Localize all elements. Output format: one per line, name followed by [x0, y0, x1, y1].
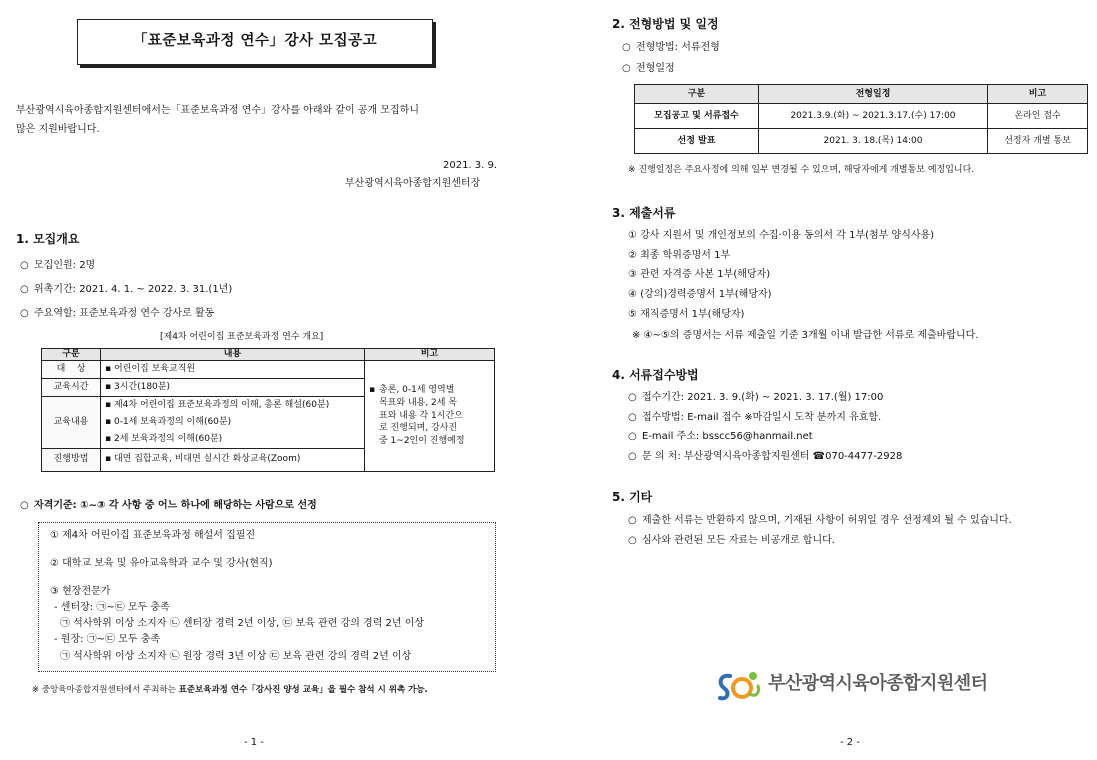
table-row: 교육내용 ▪ 제4차 어린이집 표준보육과정의 이해, 총론 해설(60분) ▪ 0-1세 보육과정의 이해(60분) ▪ 2세 보육과정의 이해(60분) [42, 396, 495, 448]
criteria-title: ○ 자격기준: ①~③ 각 사항 중 어느 하나에 해당하는 사람으로 선정 [20, 500, 317, 511]
schedule-note: ※ 진행일정은 주요사정에 의해 일부 변경될 수 있으며, 해당자에게 개별통보 예정입니다. [628, 165, 975, 175]
table-row: 진행방법 ▪ 대면 집합교육, 비대면 실시간 화상교육(Zoom) [42, 448, 495, 471]
center-logo-text: 부산광역시육아종합지원센터 [768, 673, 988, 694]
criteria-sub: - 원장: ㉠~㉢ 모두 충족 [54, 634, 161, 645]
criteria-sub: - 센터장: ㉠~㉢ 모두 충족 [54, 602, 170, 613]
section-1-title: 1. 모집개요 [16, 232, 80, 246]
criteria-item: ① 제4차 어린이집 표준보육과정 해설서 집필진 [50, 530, 256, 541]
intro-line-1: 부산광역시육아종합지원센터에서는「표준보육과정 연수」강사를 아래와 같이 공개 모집하니 [16, 105, 419, 116]
criteria-detail: ㉠ 석사학위 이상 소지자 ㉡ 센터장 경력 2년 이상, ㉢ 보육 관련 강의 경력 2년 이상 [60, 618, 425, 629]
overview-table [41, 348, 495, 472]
table-caption: [제4차 어린이집 표준보육과정 연수 개요] [160, 332, 324, 342]
table-header: 전형일정 [759, 85, 988, 104]
table-header: 비고 [365, 349, 495, 361]
section-5-title: 5. 기타 [612, 490, 653, 504]
circle-bullet-icon: ○ [628, 535, 637, 546]
table-row: 교육시간 ▪ 3시간(180분) [42, 378, 495, 396]
circle-bullet-icon: ○ [628, 451, 637, 462]
sec4-item: ○ 접수방법: E-mail 접수 ※마감일시 도착 분까지 유효함. [628, 412, 882, 423]
table-header: 비고 [988, 85, 1088, 104]
sec5-item: ○ 제출한 서류는 반환하지 않으며, 기재된 사항이 허위일 경우 선정제외 될 수 있습니다. [628, 515, 1012, 526]
notice-title-text: 「표준보육과정 연수」강사 모집공고 [132, 33, 378, 50]
sec4-item: ○ E-mail 주소: bsscc56@hanmail.net [628, 431, 813, 442]
table-cell-item: ▪ 대면 집합교육, 비대면 실시간 화상교육(Zoom) [105, 454, 301, 465]
table-header: 구분 [635, 85, 759, 104]
circle-bullet-icon: ○ [628, 412, 637, 423]
notice-org: 부산광역시육아종합지원센터장 [345, 178, 481, 189]
sec1-item: ○ 주요역할: 표준보육과정 연수 강사로 활동 [20, 308, 215, 319]
table-row: 선정 발표 2021. 3. 18.(목) 14:00 선정자 개별 통보 [635, 129, 1088, 154]
table-cell-item: ▪ 2세 보육과정의 이해(60분) [105, 433, 223, 444]
circle-bullet-icon: ○ [20, 260, 29, 271]
left-footnote: ※ 중앙육아종합지원센터에서 주최하는 표준보육과정 연수「강사진 양성 교육」을 필수 참석 시 위촉 가능. [32, 685, 428, 695]
circle-bullet-icon: ○ [20, 308, 29, 319]
circle-bullet-icon: ○ [20, 284, 29, 295]
table-header: 구분 [42, 349, 101, 361]
sec3-item: ② 최종 학위증명서 1부 [628, 250, 731, 261]
center-logo-icon [716, 668, 764, 704]
criteria-item: ③ 현장전문가 [50, 586, 111, 597]
sec5-item: ○ 심사와 관련된 모든 자료는 비공개로 합니다. [628, 535, 835, 546]
circle-bullet-icon: ○ [628, 515, 637, 526]
circle-bullet-icon: ○ [622, 63, 631, 74]
section-2-title: 2. 전형방법 및 일정 [612, 17, 719, 31]
section-4-title: 4. 서류접수방법 [612, 368, 699, 382]
page-number: - 2 - [840, 737, 860, 748]
sec2-item: ○ 전형방법: 서류전형 [622, 42, 720, 53]
sec4-item: ○ 접수기간: 2021. 3. 9.(화) ~ 2021. 3. 17.(월) 17:00 [628, 392, 884, 403]
intro-line-2: 많은 지원바랍니다. [16, 124, 100, 135]
table-cell-item: ▪ 제4차 어린이집 표준보육과정의 이해, 총론 해설(60분) [105, 399, 330, 410]
criteria-detail: ㉠ 석사학위 이상 소지자 ㉡ 원장 경력 3년 이상 ㉢ 보육 관련 강의 경력 2년 이상 [60, 651, 412, 662]
table-note-cell: ▪ 총론, 0-1세 영역별 목표와 내용, 2세 목표와 내용 각 1시간으로 진행되며, 강사진 중 1~2인이 진행예정 [365, 360, 495, 471]
sec3-item: ④ (강의)경력증명서 1부(해당자) [628, 289, 772, 300]
sec3-item: ① 강사 지원서 및 개인정보의 수집·이용 동의서 각 1부(첨부 양식사용) [628, 230, 935, 241]
sec3-note: ※ ④~⑤의 증명서는 서류 제출일 기준 3개월 이내 발급한 서류로 제출바랍니다. [632, 330, 979, 341]
sec1-item: ○ 모집인원: 2명 [20, 260, 96, 271]
circle-bullet-icon: ○ [622, 42, 631, 53]
notice-title [77, 19, 433, 65]
circle-bullet-icon: ○ [628, 392, 637, 403]
page-number: - 1 - [244, 737, 264, 748]
table-cell-item: ▪ 3시간(180분) [105, 381, 170, 392]
sec3-item: ⑤ 재직증명서 1부(해당자) [628, 309, 745, 320]
section-3-title: 3. 제출서류 [612, 206, 676, 220]
sec4-item: ○ 문 의 처: 부산광역시육아종합지원센터 ☎070-4477-2928 [628, 451, 903, 462]
table-header: 내용 [101, 349, 365, 361]
table-row: 대 상 ▪ 어린이집 보육교직원 ▪ 총론, 0-1세 영역별 목표와 내용, 2세 목표와 내용 각 1시간으로 진행되며, 강사진 중 1~2인이 진행예정 [42, 360, 495, 378]
sec2-item: ○ 전형일정 [622, 63, 675, 74]
sec1-item: ○ 위촉기간: 2021. 4. 1. ~ 2022. 3. 31.(1년) [20, 284, 233, 295]
schedule-table [634, 84, 1088, 154]
circle-bullet-icon: ○ [628, 431, 637, 442]
notice-date: 2021. 3. 9. [443, 160, 498, 171]
table-cell-item: ▪ 어린이집 보육교직원 [105, 363, 196, 374]
circle-bullet-icon: ○ [20, 500, 29, 511]
table-row: 모집공고 및 서류접수 2021.3.9.(화) ~ 2021.3.17.(수) 17:00 온라인 접수 [635, 104, 1088, 129]
center-logo [716, 668, 1006, 704]
criteria-item: ② 대학교 보육 및 유아교육학과 교수 및 강사(현직) [50, 558, 273, 569]
sec3-item: ③ 관련 자격증 사본 1부(해당자) [628, 269, 771, 280]
table-cell-item: ▪ 0-1세 보육과정의 이해(60분) [105, 416, 232, 427]
